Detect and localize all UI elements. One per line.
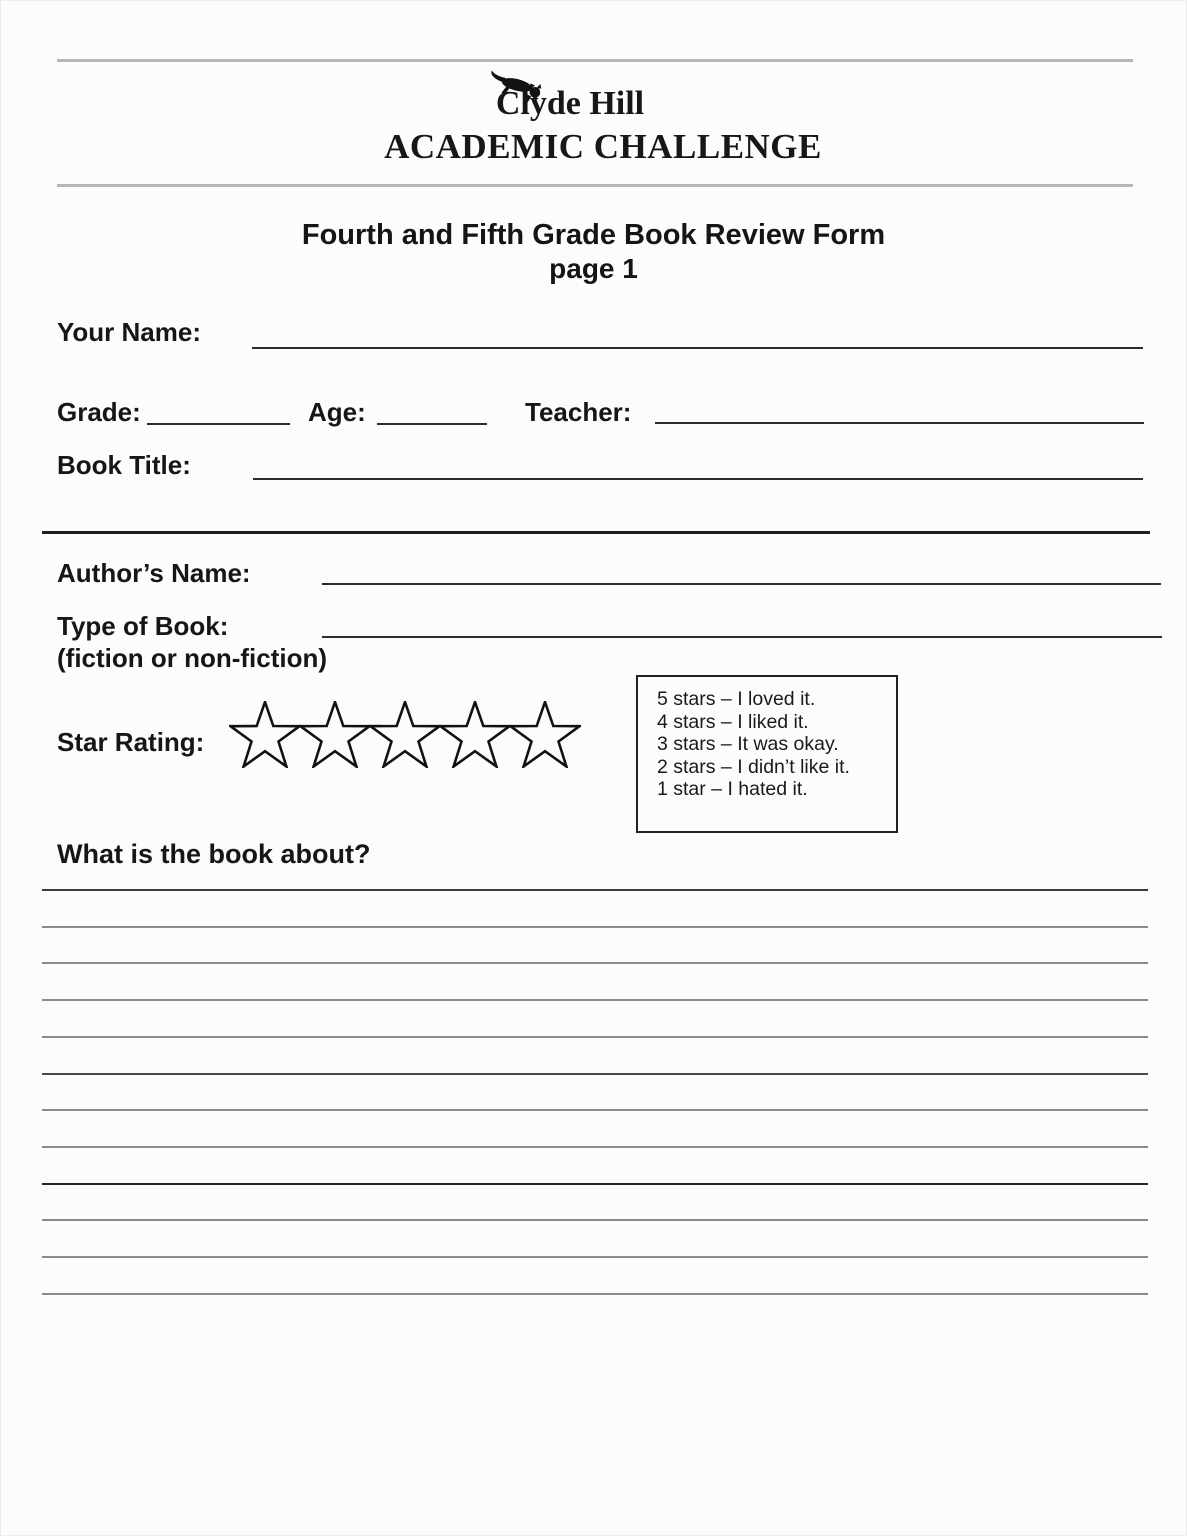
age-label: Age: xyxy=(308,397,366,427)
writing-line xyxy=(42,999,1148,1001)
teacher-blank xyxy=(655,422,1144,424)
writing-line xyxy=(42,1183,1148,1185)
writing-line xyxy=(42,1256,1148,1258)
grade-blank xyxy=(147,423,290,425)
star-outline-icon xyxy=(369,701,441,768)
authors-name-blank xyxy=(322,583,1161,585)
writing-line xyxy=(42,1146,1148,1148)
section-divider xyxy=(42,531,1150,534)
header-bottom-rule xyxy=(57,184,1133,187)
form-title: Fourth and Fifth Grade Book Review Form xyxy=(301,219,886,251)
type-of-book-blank xyxy=(322,636,1162,638)
writing-line xyxy=(42,1109,1148,1111)
writing-line xyxy=(42,1036,1148,1038)
book-about-question: What is the book about? xyxy=(57,839,371,869)
book-title-label: Book Title: xyxy=(57,450,191,480)
type-of-book-label-line1: Type of Book: xyxy=(57,611,229,641)
writing-line xyxy=(42,1073,1148,1075)
star-outline-icon xyxy=(439,701,511,768)
legend-5-stars: 5 stars – I loved it. xyxy=(657,688,816,710)
legend-4-stars: 4 stars – I liked it. xyxy=(657,710,809,733)
legend-2-stars: 2 stars – I didn’t like it. xyxy=(657,755,850,778)
page-number: page 1 xyxy=(549,253,638,284)
star-outline-icon xyxy=(229,701,301,768)
writing-line xyxy=(42,1293,1148,1295)
type-of-book-label xyxy=(57,610,327,674)
star-rating-stars xyxy=(229,701,579,768)
writing-line xyxy=(42,889,1148,891)
writing-line xyxy=(42,962,1148,964)
writing-line xyxy=(42,1219,1148,1221)
school-name: Clyde Hill xyxy=(495,85,645,122)
header-top-rule xyxy=(57,59,1133,62)
your-name-label: Your Name: xyxy=(57,317,201,347)
star-outline-icon xyxy=(509,701,581,768)
legend-1-star: 1 star – I hated it. xyxy=(657,778,808,801)
writing-line xyxy=(42,926,1148,928)
your-name-blank xyxy=(252,347,1143,349)
program-name: ACADEMIC CHALLENGE xyxy=(384,127,822,166)
star-rating-label: Star Rating: xyxy=(57,727,205,757)
star-outline-icon xyxy=(299,701,371,768)
teacher-label: Teacher: xyxy=(525,397,632,427)
type-of-book-hint: (fiction or non-fiction) xyxy=(57,643,328,673)
legend-3-stars: 3 stars – It was okay. xyxy=(657,733,839,756)
book-title-blank xyxy=(253,478,1143,480)
authors-name-label: Author’s Name: xyxy=(57,558,251,588)
age-blank xyxy=(377,423,487,425)
grade-label: Grade: xyxy=(57,397,141,427)
rating-legend-box xyxy=(636,675,898,833)
